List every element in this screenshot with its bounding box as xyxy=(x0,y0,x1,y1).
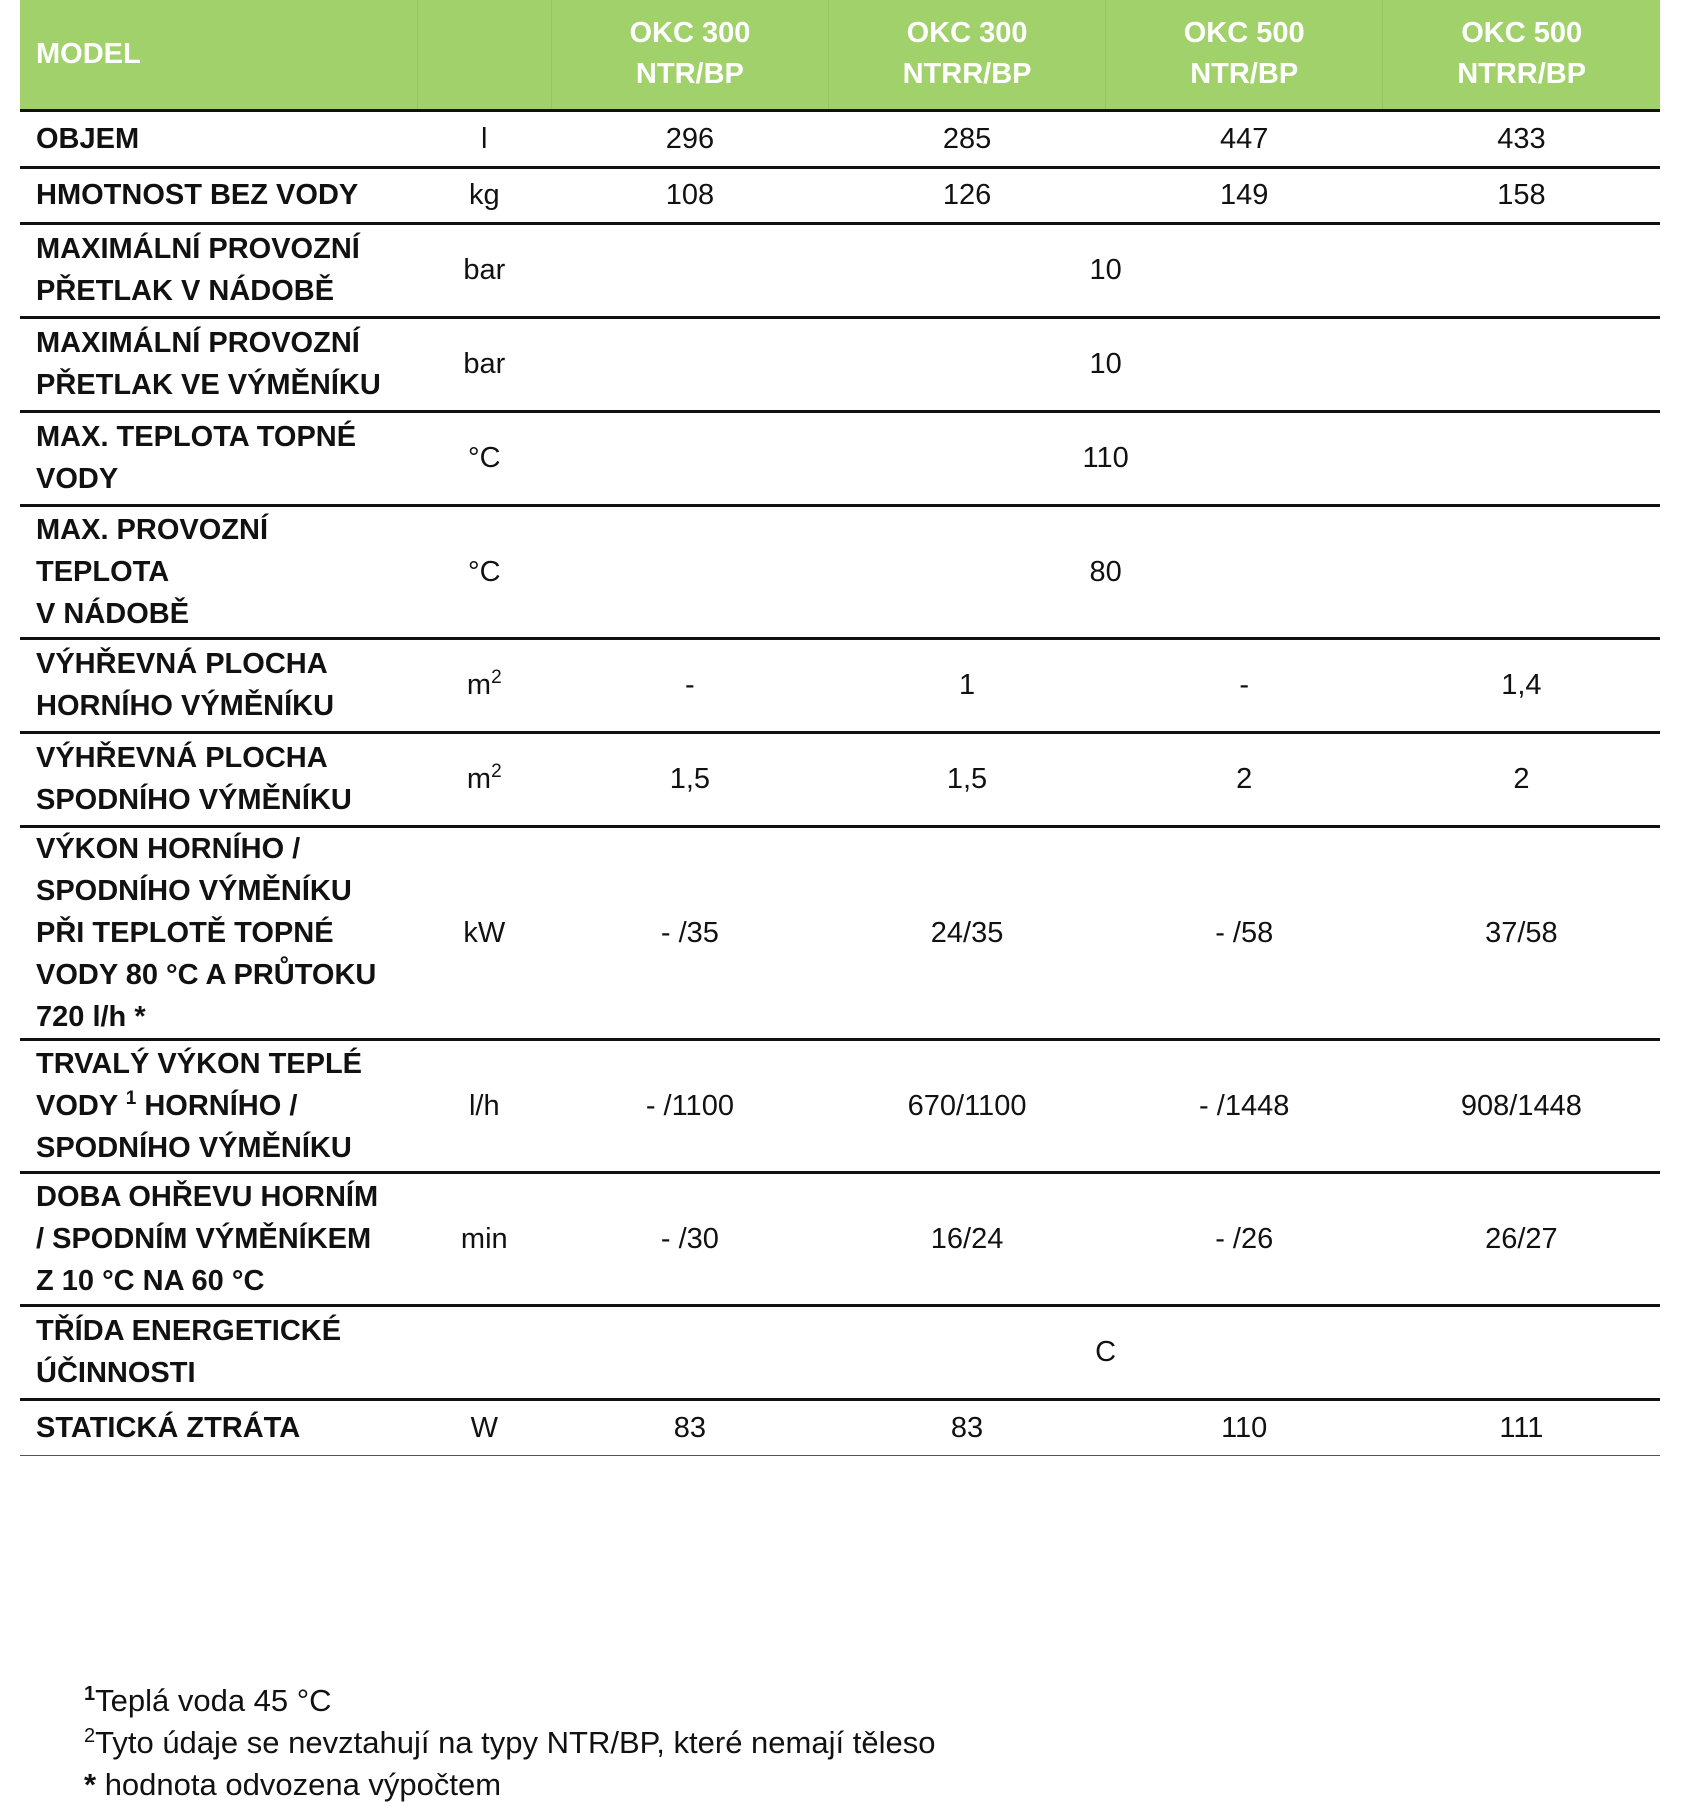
row-unit: min xyxy=(417,1172,551,1305)
table-cell: 1,4 xyxy=(1383,638,1660,732)
table-row-staticka-ztrata xyxy=(20,1399,1660,1455)
table-cell: 1,5 xyxy=(828,732,1105,826)
table-cell: 37/58 xyxy=(1383,826,1660,1039)
model-header: MODEL xyxy=(20,0,417,110)
row-label: VÝHŘEVNÁ PLOCHA SPODNÍHO VÝMĚNÍKU xyxy=(20,732,417,826)
model-col-3: OKC 500 NTR/BP xyxy=(1106,0,1383,110)
table-row-objem xyxy=(20,110,1660,167)
table-cell: - /1100 xyxy=(551,1039,828,1172)
table-cell: 1 xyxy=(828,638,1105,732)
row-label: MAX. PROVOZNÍ TEPLOTA V NÁDOBĚ xyxy=(20,505,417,638)
table-cell-merged: 80 xyxy=(551,505,1660,638)
footnote-3: * hodnota odvozena výpočtem xyxy=(84,1767,502,1802)
table-cell: 285 xyxy=(828,110,1105,167)
table-cell: - xyxy=(1106,638,1383,732)
table-cell: - /58 xyxy=(1106,826,1383,1039)
table-row-pretlak-vymenik xyxy=(20,317,1660,411)
row-unit: kW xyxy=(417,826,551,1039)
footnote-2: $^2$Tyto údaje se nevztahují na typy NTR/BP, které nemají těleso xyxy=(84,1725,936,1760)
table-cell: 26/27 xyxy=(1383,1172,1660,1305)
table-cell: 158 xyxy=(1383,167,1660,223)
row-label: MAX. TEPLOTA TOPNÉ VODY xyxy=(20,411,417,505)
table-cell: - /1448 xyxy=(1106,1039,1383,1172)
table-cell: 83 xyxy=(828,1399,1105,1455)
table-cell: - /35 xyxy=(551,826,828,1039)
table-cell: 110 xyxy=(1106,1399,1383,1455)
table-row-vykon xyxy=(20,826,1660,1039)
table-cell: 149 xyxy=(1106,167,1383,223)
row-label: VÝKON HORNÍHO / SPODNÍHO VÝMĚNÍKU PŘI TEPLOTĚ TOPNÉ VODY 80 °C A PRŮTOKU 720 l/h * xyxy=(20,826,417,1039)
table-cell: - /26 xyxy=(1106,1172,1383,1305)
unit-header xyxy=(417,0,551,110)
table-cell: 433 xyxy=(1383,110,1660,167)
table-cell: - xyxy=(551,638,828,732)
table-row-energeticka-trida xyxy=(20,1305,1660,1399)
model-col-2: OKC 300 NTRR/BP xyxy=(828,0,1105,110)
row-unit: °C xyxy=(417,411,551,505)
table-cell: 111 xyxy=(1383,1399,1660,1455)
table-cell: 16/24 xyxy=(828,1172,1105,1305)
row-unit: $m^2$ xyxy=(417,732,551,826)
table-cell: 2 xyxy=(1383,732,1660,826)
table-cell: 670/1100 xyxy=(828,1039,1105,1172)
table-row-provozni-teplota xyxy=(20,505,1660,638)
row-unit: bar xyxy=(417,223,551,317)
table-row-plocha-horniho xyxy=(20,638,1660,732)
table-cell: 24/35 xyxy=(828,826,1105,1039)
row-label: MAXIMÁLNÍ PROVOZNÍ PŘETLAK VE VÝMĚNÍKU xyxy=(20,317,417,411)
row-unit: bar xyxy=(417,317,551,411)
table-cell: 83 xyxy=(551,1399,828,1455)
footnotes xyxy=(84,1680,935,1806)
row-unit: $m^2$ xyxy=(417,638,551,732)
table-cell: 2 xyxy=(1106,732,1383,826)
table-cell-merged: 10 xyxy=(551,317,1660,411)
row-unit: kg xyxy=(417,167,551,223)
row-label: TRVALÝ VÝKON TEPLÉ VODY $^1$ HORNÍHO / SPODNÍHO VÝMĚNÍKU xyxy=(20,1039,417,1172)
table-cell: 126 xyxy=(828,167,1105,223)
table-cell: 447 xyxy=(1106,110,1383,167)
table-row-teplota-topne-vody xyxy=(20,411,1660,505)
table-cell: 296 xyxy=(551,110,828,167)
table-cell: 108 xyxy=(551,167,828,223)
table-row-hmotnost xyxy=(20,167,1660,223)
model-col-4: OKC 500 NTRR/BP xyxy=(1383,0,1660,110)
header-row xyxy=(20,0,1660,110)
row-unit: l xyxy=(417,110,551,167)
row-label: OBJEM xyxy=(20,110,417,167)
row-unit xyxy=(417,1305,551,1399)
model-col-1: OKC 300 NTR/BP xyxy=(551,0,828,110)
row-label: STATICKÁ ZTRÁTA xyxy=(20,1399,417,1455)
row-unit: W xyxy=(417,1399,551,1455)
footnote-1: $^1$Teplá voda 45 °C xyxy=(84,1683,332,1718)
row-unit: °C xyxy=(417,505,551,638)
table-cell: 1,5 xyxy=(551,732,828,826)
table-cell: 908/1448 xyxy=(1383,1039,1660,1172)
table-row-plocha-spodniho xyxy=(20,732,1660,826)
row-label: DOBA OHŘEVU HORNÍM / SPODNÍM VÝMĚNÍKEM Z 10 °C NA 60 °C xyxy=(20,1172,417,1305)
table-row-doba-ohrevu xyxy=(20,1172,1660,1305)
table-row-trvaly-vykon xyxy=(20,1039,1660,1172)
row-label: VÝHŘEVNÁ PLOCHA HORNÍHO VÝMĚNÍKU xyxy=(20,638,417,732)
table-cell-merged: 10 xyxy=(551,223,1660,317)
table-cell: - /30 xyxy=(551,1172,828,1305)
row-label: TŘÍDA ENERGETICKÉ ÚČINNOSTI xyxy=(20,1305,417,1399)
row-label: HMOTNOST BEZ VODY xyxy=(20,167,417,223)
row-label: MAXIMÁLNÍ PROVOZNÍ PŘETLAK V NÁDOBĚ xyxy=(20,223,417,317)
table-cell-merged: C xyxy=(551,1305,1660,1399)
table-cell-merged: 110 xyxy=(551,411,1660,505)
spec-table xyxy=(20,0,1660,1456)
table-row-pretlak-nadoba xyxy=(20,223,1660,317)
row-unit: l/h xyxy=(417,1039,551,1172)
